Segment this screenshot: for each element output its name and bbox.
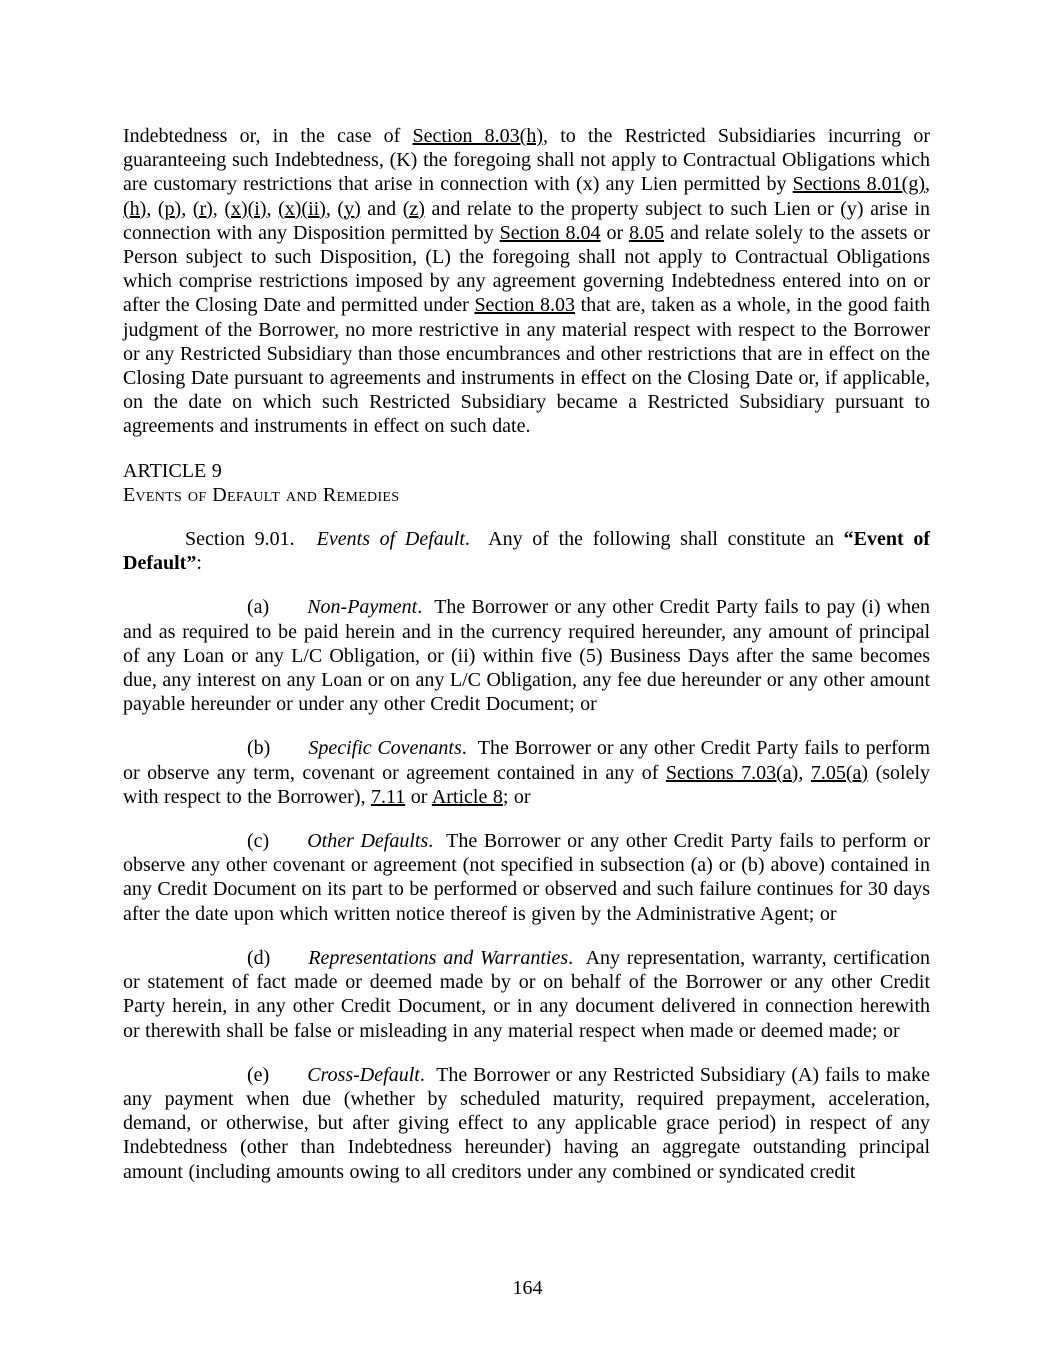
text-run: . Any representation, warranty, certification or statement of fact made or deemed made by or on behalf of the Borrower or any other Credit Party herein, in any other Credit Document, or in any document delivered in connection herewith or therewith shall be false or misleading in any material respect when made or deemed made; or	[123, 946, 930, 1042]
page-number: 164	[512, 1277, 543, 1299]
article-subheading	[123, 483, 930, 507]
text-run: ,	[146, 197, 158, 220]
section-ref-7-05a: 7.05(a)	[810, 761, 869, 784]
section-ref-article-8: Article 8	[431, 785, 503, 808]
tab-spacer	[295, 544, 317, 545]
tab-spacer	[270, 753, 308, 754]
section-ref-xii: (x)(ii)	[278, 197, 326, 220]
article-title: Events of Default and Remedies	[123, 483, 400, 506]
subsection-title: Cross-Default	[307, 1063, 420, 1086]
section-ref-7-11: 7.11	[370, 785, 406, 808]
section-ref-r: (r)	[192, 197, 213, 220]
section-ref-8-05: 8.05	[629, 221, 665, 244]
defined-term: “Event of Default”	[123, 528, 930, 575]
tab-spacer	[269, 612, 307, 613]
section-ref-h: (h)	[123, 197, 147, 220]
subsection-letter: (e)	[247, 1063, 270, 1086]
section-ref-8-01g: Sections 8.01(g)	[792, 173, 925, 196]
text-run: and relate solely to the assets or Person subject to such Disposition, (L) the foregoing shall not apply to Contractual Obligations which comprise restrictions imposed by any agreement governing Indebtedness entered into on or after the Closing Date and permitted under	[123, 221, 930, 317]
subsection-letter: (a)	[247, 596, 270, 619]
section-ref-z: (z)	[402, 197, 425, 220]
tab-spacer	[269, 846, 307, 847]
text-run: ,	[266, 197, 279, 220]
tab-spacer	[269, 1080, 307, 1081]
text-run: that are, taken as a whole, in the good faith judgment of the Borrower, no more restrictive in any material respect with respect to the Borrower or any Restricted Subsidiary than those encumbrances and other restrictions that are in effect on the Closing Date pursuant to agreements and instruments in effect on the Closing Date or, if applicable, on the date on which such Restricted Subsidiary became a Restricted Subsidiary pursuant to agreements and instruments in effect on such date.	[123, 294, 930, 438]
subsection-letter: (b)	[247, 737, 271, 760]
text-run: ,	[798, 761, 811, 784]
section-ref-7-03a: Sections 7.03(a)	[665, 761, 799, 784]
text-run: ; or	[502, 785, 531, 808]
text-run: ,	[925, 173, 930, 196]
subsection-a-paragraph	[123, 595, 930, 716]
subsection-e-paragraph	[123, 1063, 930, 1184]
tab-spacer	[270, 963, 308, 964]
document-page-body	[123, 124, 930, 1204]
section-ref-8-04: Section 8.04	[499, 221, 601, 244]
subsection-title: Other Defaults	[307, 830, 429, 853]
subsection-b-paragraph	[123, 736, 930, 809]
section-ref-8-03h: Section 8.03(h)	[412, 125, 544, 147]
subsection-title: Non-Payment	[307, 596, 418, 619]
article-heading	[123, 459, 930, 483]
text-run: . The Borrower or any other Credit Party fails to perform or observe any other covenant or agreement (not specified in subsection (a) or (b) above) contained in any Credit Document on its part to be performed or observed and such failure continues for 30 days after the date upon which written notice thereof is given by the Administrative Agent; or	[123, 830, 930, 925]
text-run: or	[600, 221, 630, 244]
text-run: ,	[325, 197, 338, 220]
text-run: ,	[212, 197, 225, 220]
text-run: and	[360, 197, 403, 220]
text-run: . The Borrower or any other Credit Party fails to pay (i) when and as required to be paid herein and in the currency required hereunder, any amount of principal of any Loan or any L/C Obligation, or (ii) within five (5) Business Days after the same becomes due, any interest on any Loan or on any L/C Obligation, any fee due hereunder or any other amount payable hereunder or under any other Credit Document; or	[123, 596, 930, 716]
section-title: Events of Default	[316, 528, 465, 551]
article-number: ARTICLE 9	[123, 459, 222, 482]
section-ref-p: (p)	[157, 197, 182, 220]
text-run: , to the Restricted Subsidiaries incurring or guaranteeing such Indebtedness, (K) the foregoing shall not apply to Contractual Obligations which are customary restrictions that arise in connection with (x) any Lien permitted by	[123, 125, 930, 196]
text-run: Indebtedness or, in the case of	[123, 125, 413, 147]
text-run: or	[405, 785, 432, 808]
text-run: and relate to the property subject to such Lien or (y) arise in connection with any Disposition permitted by	[123, 197, 931, 244]
subsection-letter: (c)	[247, 830, 270, 853]
subsection-title: Representations and Warranties	[308, 946, 569, 969]
document-blocks	[123, 124, 930, 1184]
section-ref-y: (y)	[337, 197, 361, 220]
text-run: . The Borrower or any other Credit Party fails to perform or observe any term, covenant or agreement contained in any of	[123, 737, 931, 784]
section-9-01-paragraph	[123, 527, 930, 575]
section-ref-8-03: Section 8.03	[474, 294, 576, 317]
section-ref-xi: (x)(i)	[224, 197, 267, 220]
text-run: (solely with respect to the Borrower),	[123, 761, 931, 808]
text-run: ,	[181, 197, 193, 220]
subsection-c-paragraph	[123, 829, 930, 926]
subsection-d-paragraph	[123, 946, 930, 1043]
text-run: :	[196, 552, 202, 575]
subsection-letter: (d)	[247, 946, 271, 969]
text-run: . Any of the following shall constitute an	[464, 528, 844, 551]
subsection-title: Specific Covenants	[308, 737, 462, 760]
continuation-paragraph	[123, 124, 930, 439]
section-number: Section 9.01.	[185, 528, 295, 551]
text-run: . The Borrower or any Restricted Subsidiary (A) fails to make any payment when due (whether by scheduled maturity, required prepayment, acceleration, demand, or otherwise, but after giving effect to any applicable grace period) in respect of any Indebtedness (other than Indebtedness hereunder) having an aggregate outstanding principal amount (including amounts owing to all creditors under any combined or syndicated credit	[123, 1063, 930, 1183]
